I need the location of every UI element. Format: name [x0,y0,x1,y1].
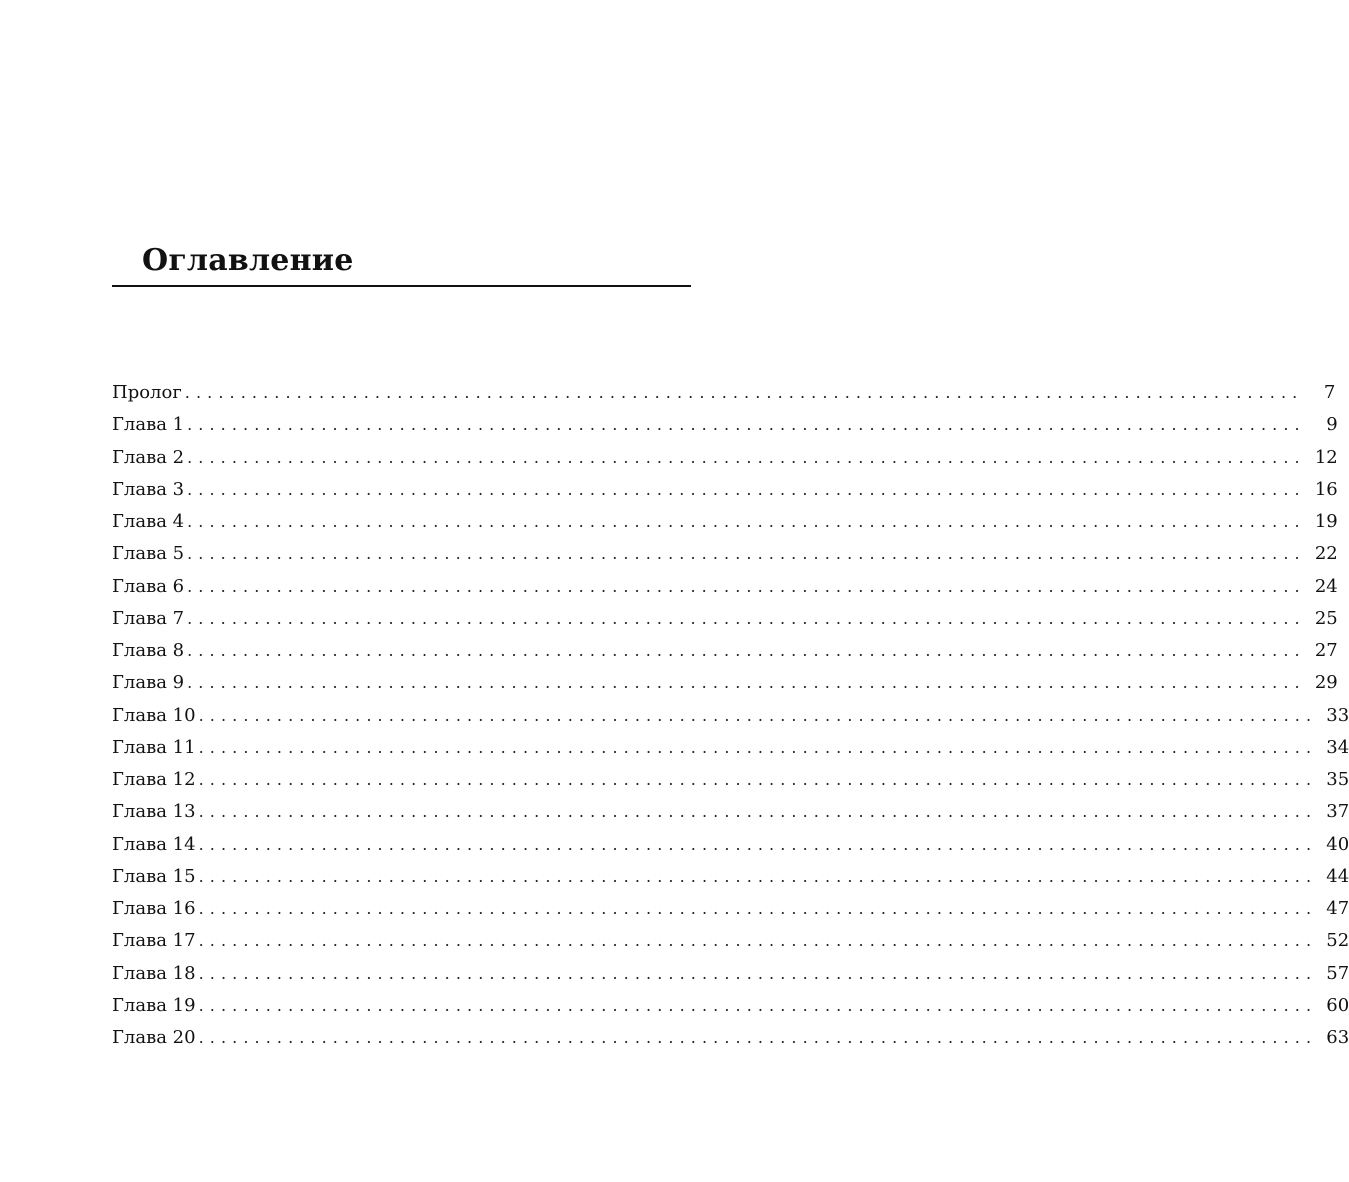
toc-entry-chapter-9[interactable] [112,667,1338,699]
toc-entry-page: 47 [1326,898,1349,919]
dot-leader: .................................................................................................... [187,512,1306,531]
dot-leader: .................................................................................................... [198,1028,1318,1047]
toc-entry-label: Глава 1 [112,414,185,436]
toc-entry-page: 52 [1326,930,1349,952]
dot-leader: .................................................................................................... [198,834,1318,854]
toc-entry-label: Глава 4 [112,511,185,532]
toc-entry-label: Глава 6 [112,575,185,597]
dot-leader: .................................................................................................... [187,608,1306,628]
toc-entry-label: Глава 15 [112,865,196,887]
toc-entry-chapter-7[interactable] [112,603,1338,635]
toc-entry-page: 25 [1314,607,1338,629]
toc-entry-label: Глава 3 [112,478,185,500]
toc-entry-label: Глава 2 [112,446,185,468]
toc-entry-page: 7 [1323,382,1336,403]
toc-entry-label: Глава 8 [112,640,185,661]
toc-entry-label: Глава 12 [112,769,196,790]
toc-entry-label: Глава 16 [112,898,196,919]
toc-entry-chapter-10[interactable] [112,700,1349,732]
toc-entry-chapter-13[interactable] [112,796,1349,828]
dot-leader: .................................................................................................... [198,995,1318,1015]
toc-entry-label: Глава 20 [112,1027,196,1048]
toc-entry-label: Пролог [112,382,182,403]
toc-entry-label: Глава 17 [112,930,196,952]
toc-entry-chapter-14[interactable] [112,829,1349,861]
toc-entry-chapter-15[interactable] [112,861,1349,893]
toc-entry-page: 12 [1314,446,1338,468]
toc-entry-page: 44 [1326,865,1349,887]
dot-leader: .................................................................................................... [187,479,1306,499]
toc-entry-chapter-11[interactable] [112,732,1349,764]
toc-entry-chapter-20[interactable] [112,1022,1349,1054]
toc-entry-chapter-4[interactable] [112,506,1338,538]
toc-entry-page: 19 [1314,511,1338,532]
toc-entry-page: 24 [1314,575,1338,597]
toc-entry-page: 60 [1326,994,1349,1016]
toc-entry-page: 29 [1314,672,1338,694]
toc-entry-page: 40 [1326,833,1349,855]
table-of-contents [112,377,1349,1054]
dot-leader: .................................................................................................... [198,963,1318,983]
toc-entry-page: 37 [1326,801,1349,823]
toc-entry-chapter-8[interactable] [112,635,1338,667]
dot-leader: .................................................................................................... [198,931,1318,951]
dot-leader: .................................................................................................... [187,576,1306,596]
toc-entry-chapter-3[interactable] [112,474,1338,506]
dot-leader: .................................................................................................... [198,802,1318,822]
title-divider [112,285,691,287]
toc-entry-label: Глава 13 [112,801,196,823]
toc-entry-label: Глава 10 [112,704,196,726]
toc-entry-prologue[interactable] [112,377,1336,409]
toc-entry-page: 34 [1326,736,1349,758]
dot-leader: .................................................................................................... [198,899,1318,918]
toc-entry-page: 63 [1326,1027,1349,1048]
toc-entry-chapter-2[interactable] [112,442,1338,474]
dot-leader: .................................................................................................... [187,544,1306,564]
dot-leader: .................................................................................................... [184,383,1304,402]
toc-entry-chapter-6[interactable] [112,571,1338,603]
dot-leader: .................................................................................................... [187,415,1306,435]
toc-entry-page: 27 [1314,640,1338,661]
dot-leader: .................................................................................................... [198,705,1318,725]
toc-entry-chapter-5[interactable] [112,538,1338,570]
toc-entry-label: Глава 18 [112,962,196,984]
toc-entry-chapter-12[interactable] [112,764,1349,796]
toc-entry-page: 16 [1314,478,1338,500]
toc-entry-chapter-16[interactable] [112,893,1349,925]
toc-entry-label: Глава 5 [112,543,185,565]
toc-entry-label: Глава 11 [112,736,196,758]
dot-leader: .................................................................................................... [187,673,1306,693]
toc-entry-page: 9 [1326,414,1338,436]
toc-entry-chapter-1[interactable] [112,409,1338,441]
page-title: Оглавление [142,243,354,278]
toc-entry-label: Глава 19 [112,994,196,1016]
toc-entry-label: Глава 14 [112,833,196,855]
dot-leader: .................................................................................................... [198,770,1318,789]
dot-leader: .................................................................................................... [187,641,1306,660]
toc-entry-chapter-18[interactable] [112,958,1349,990]
toc-entry-page: 35 [1326,769,1349,790]
dot-leader: .................................................................................................... [198,866,1318,886]
toc-entry-chapter-17[interactable] [112,925,1349,957]
toc-entry-label: Глава 9 [112,672,185,694]
dot-leader: .................................................................................................... [198,737,1318,757]
dot-leader: .................................................................................................... [187,447,1306,467]
toc-entry-label: Глава 7 [112,607,185,629]
toc-entry-chapter-19[interactable] [112,990,1349,1022]
toc-entry-page: 33 [1326,704,1349,726]
toc-entry-page: 57 [1326,962,1349,984]
toc-entry-page: 22 [1314,543,1338,565]
